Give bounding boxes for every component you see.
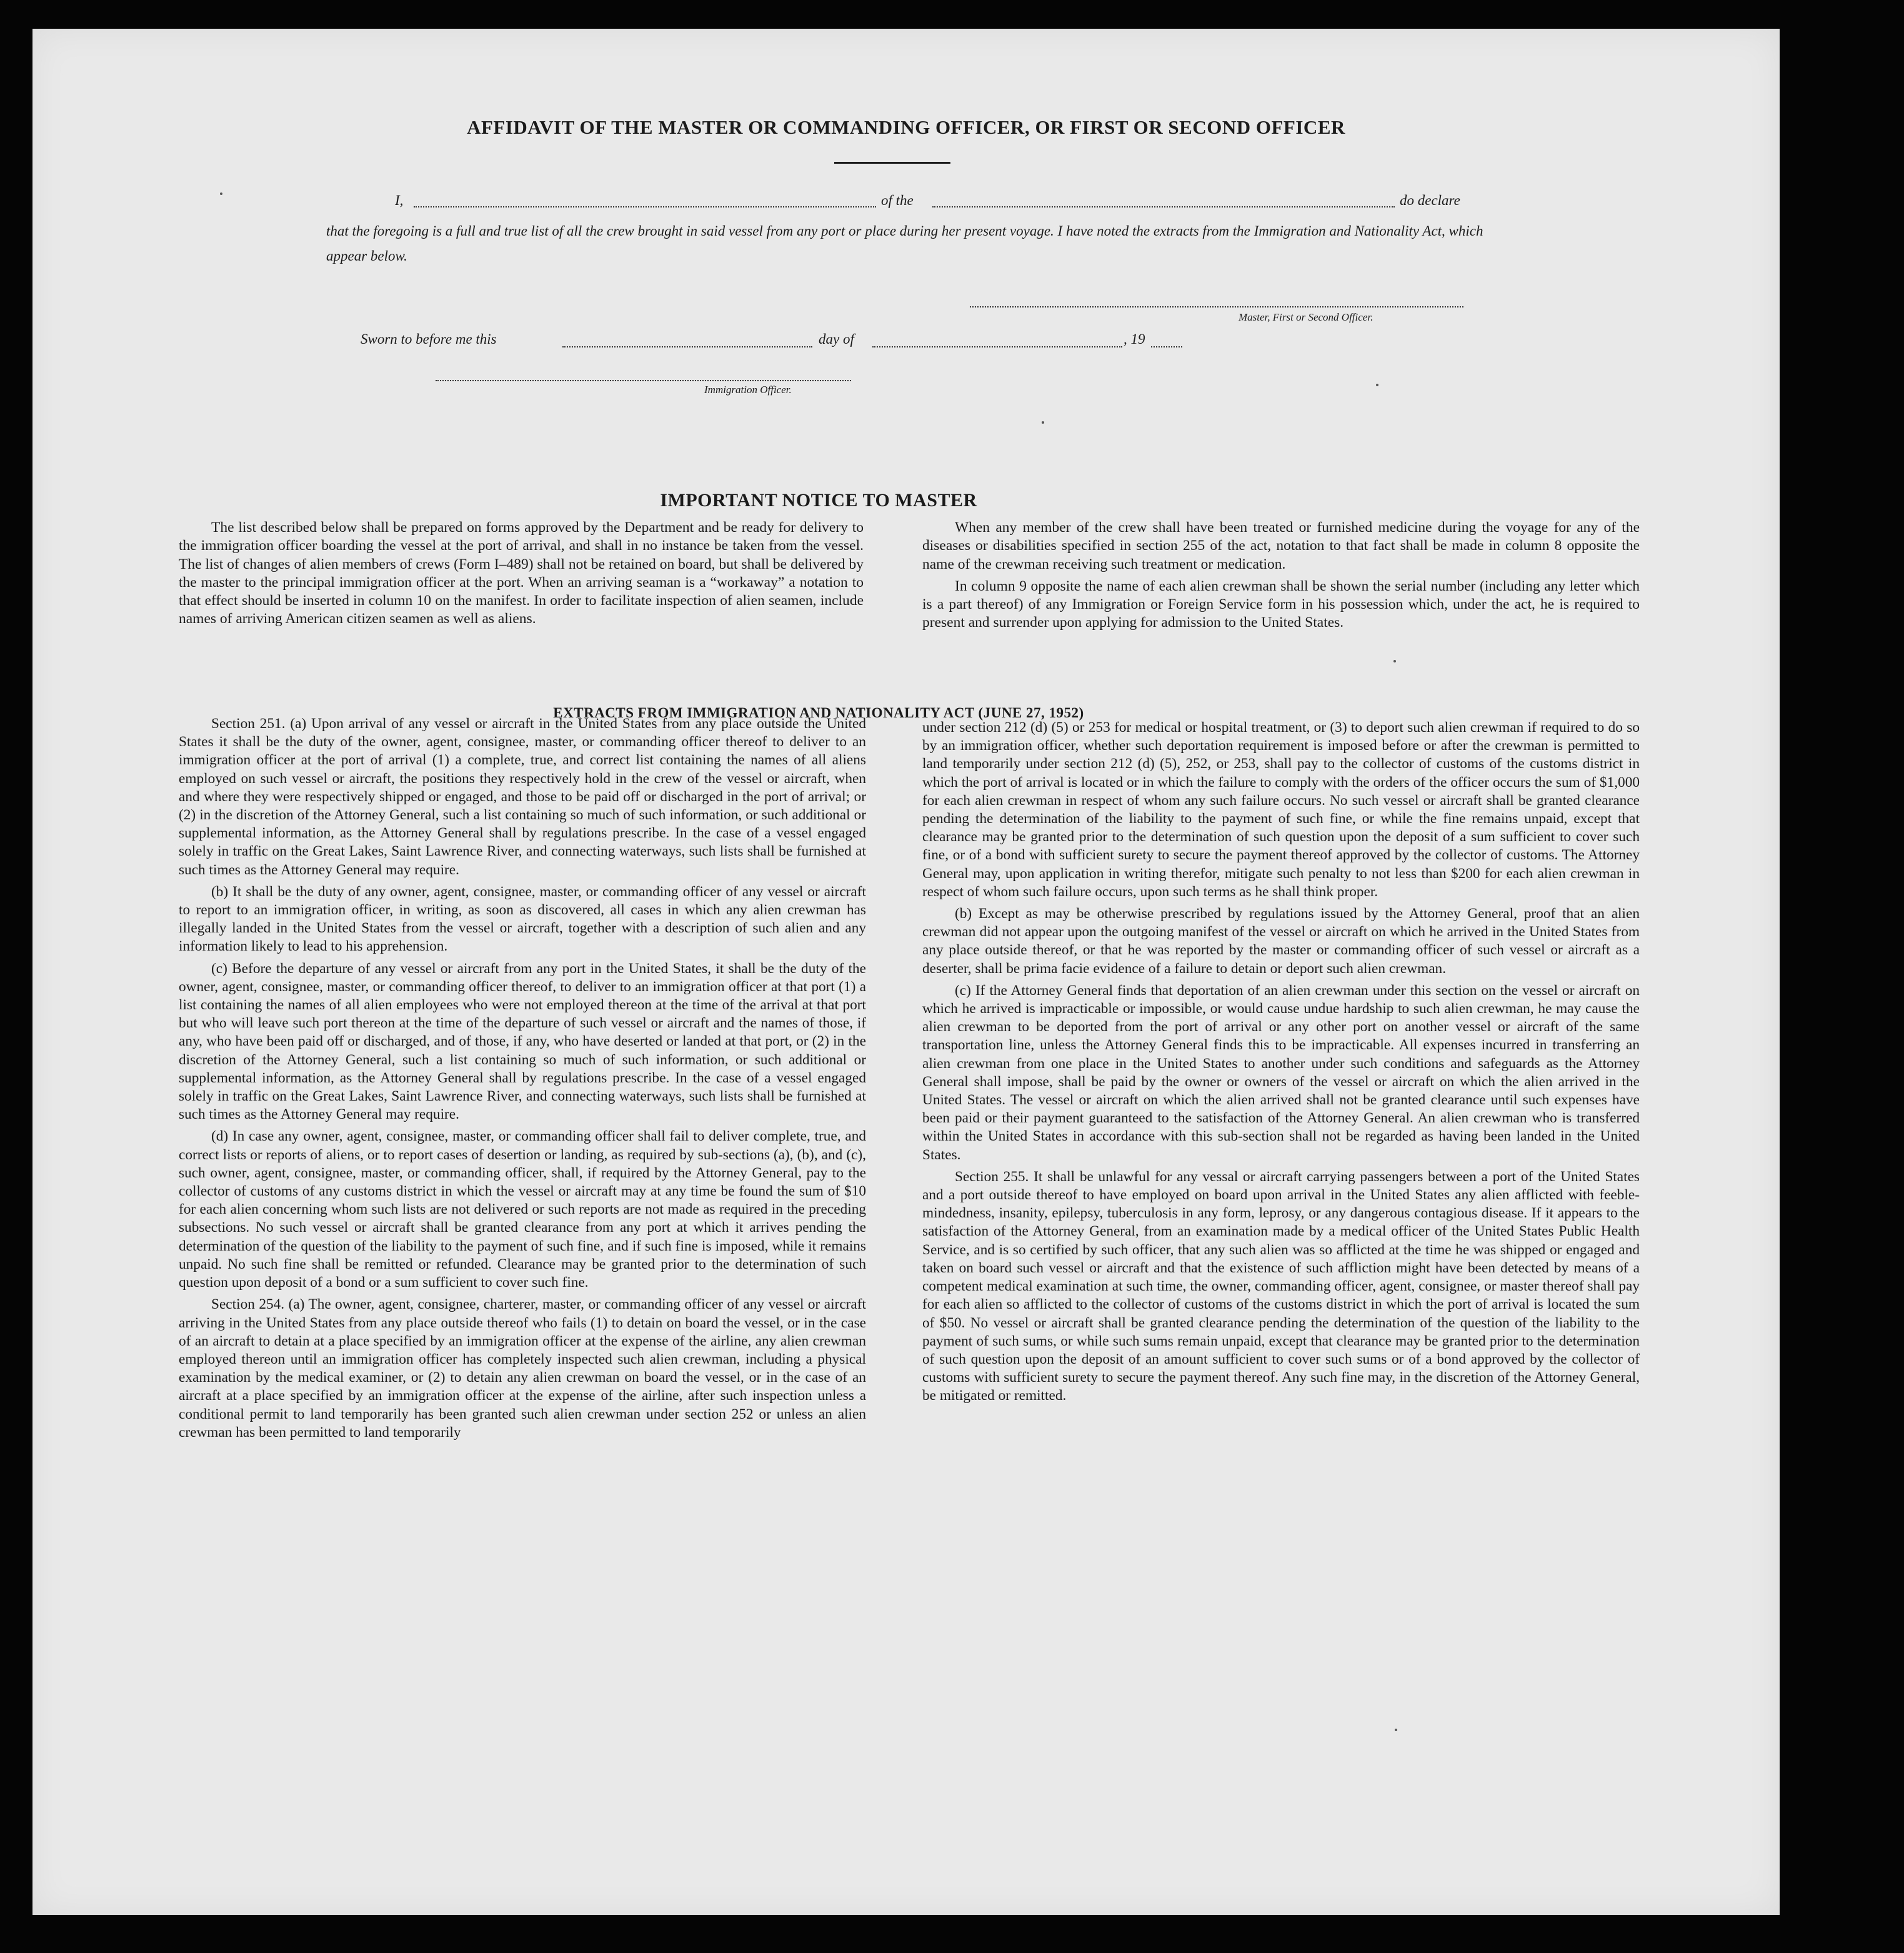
scan-speck [1376, 384, 1378, 386]
sworn-label: Sworn to before me this [361, 331, 497, 347]
section-251d: (d) In case any owner, agent, consignee, master, or commanding officer shall fail to deliver complete, true, and correct lists or reports of aliens, or to report cases of desertion or landing, as required by sub-sections (a), (b), and (c), such owner, agent, consignee, master, or commanding officer, shall, if required by the Attorney General, pay to the collector of customs of any customs district in which the vessel or aircraft may at any time be found the sum of $10 for each alien concerning whom such lists are not delivered or such reports are not made as required in the preceding subsections. No such vessel or aircraft shall be granted clearance from any port at which it arrives pending the determination of the question of the liability to the payment of such fine, and if such fine is imposed, while it remains unpaid. No such fine shall be remitted or refunded. Clearance may be granted prior to the determination of such question upon deposit of a bond or a sum sufficient to cover such fine. [179, 1128, 866, 1291]
master-caption: Master, First or Second Officer. [1239, 311, 1373, 323]
section-254a-continued: under section 212 (d) (5) or 253 for medical or hospital treatment, or (3) to deport such alien crewman if required to do so by an immigration officer, whether such deportation requirement is imposed before or after the crewman is permitted to land temporarily under section 212 (d) (5), 252, or 253, shall pay to the collector of customs of the customs district in which the port of arrival is located or in which the failure to comply with the orders of the officer occurs the sum of $1,000 for each alien crewman in respect of whom any such failure occurs. No such vessel or aircraft shall be granted clearance pending the determination of the liability to the payment of such fine, or while the fine remains unpaid, except that clearance may be granted prior to the determination of such question upon the deposit of a sum sufficient to cover such fine, or of a bond with sufficient surety to secure the payment thereof approved by the collector of customs. The Attorney General may, upon application in writing therefor, mitigate such penalty to not less than $200 for each alien crewman in respect of whom such failure occurs, upon such terms as he shall think proper. [922, 719, 1640, 900]
scan-speck [1395, 1729, 1397, 1731]
extracts-title: EXTRACTS FROM IMMIGRATION AND NATIONALITY ACT (JUNE 27, 1952) [553, 705, 1084, 721]
immigration-officer-signature-line[interactable] [436, 380, 851, 381]
declaration-text: that the foregoing is a full and true list of all the crew brought in said vessel from any port or place during her present voyage. I have noted the extracts from the Immigration and Nationality Act, which appear below. [326, 223, 1483, 264]
notice-right-paragraph-1: When any member of the crew shall have been treated or furnished medicine during the voyage for any of the diseases or disabilities specified in section 255 of the act, notation to that fact shall be made in column 8 opposite the name of the crewman receiving such treatment or medication. [922, 519, 1640, 572]
notice-right-column [922, 519, 1640, 636]
year-blank[interactable] [1151, 346, 1182, 347]
scan-speck [1393, 660, 1396, 662]
sworn-month-blank[interactable] [872, 346, 1122, 347]
master-signature-line[interactable] [970, 306, 1463, 307]
section-251b: (b) It shall be the duty of any owner, agent, consignee, master, or commanding officer of any vessel or aircraft to report to an immigration officer, in writing, as soon as discovered, all cases in which any alien crewman has illegally landed in the United States from the vessel or aircraft, together with a description of such alien and any information likely to lead to his apprehension. [179, 883, 866, 955]
extracts-left-column [179, 715, 866, 1446]
affidavit-title: AFFIDAVIT OF THE MASTER OR COMMANDING OFFICER, OR FIRST OR SECOND OFFICER [467, 116, 1345, 138]
sworn-day-blank[interactable] [562, 346, 812, 347]
section-254b: (b) Except as may be otherwise prescribed by regulations issued by the Attorney General, proof that an alien crewman did not appear upon the outgoing manifest of the vessel or aircraft on which he arrived in the United States from any place outside thereof, or that he was reported by the master or commanding officer of such vessel or aircraft as a deserter, shall be prima facie evidence of a failure to detain or deport such alien crewman. [922, 906, 1640, 977]
scan-speck [220, 192, 222, 195]
scan-speck [1042, 421, 1044, 424]
notice-left-column [179, 519, 864, 632]
section-254a: Section 254. (a) The owner, agent, consignee, charterer, master, or commanding officer of any vessel or aircraft arriving in the United States from any place outside thereof who fails (1) to detain on board the vessel, or in the case of an aircraft to detain at a place specified by an immigration officer at the expense of the airline, any alien crewman employed thereon until an immigration officer has completely inspected such alien crewman, including a physical examination by the medical examiner, or (2) to detain any alien crewman on board the vessel, or in the case of an aircraft at a place specified by an immigration officer at the expense of the airline, after such inspection unless a conditional permit to land temporarily has been granted such alien crewman under section 252 or unless an alien crewman has been permitted to land temporarily [179, 1296, 866, 1441]
section-254c: (c) If the Attorney General finds that deportation of an alien crewman under this section on the vessel or aircraft on which he arrived is impracticable or impossible, or would cause undue hardship to such alien crewman, he may cause the alien crewman to be deported from the port of arrival or any other port on another vessel or aircraft of the same transportation line, unless the Attorney General finds this to be impracticable. All expenses incurred in transferring an alien crewman from one place in the United States to another under such conditions and safeguards as the Attorney General shall impose, shall be paid by the owner or owners of the vessel or aircraft on which the alien arrived in the United States. The vessel or aircraft on which the alien arrived shall not be granted clearance until such expenses have been paid or their payment guaranteed to the satisfaction of the Attorney General. An alien crewman who is transferred within the United States in accordance with this sub-section shall not be regarded as having been landed in the United States. [922, 982, 1640, 1163]
day-of-label: day of [819, 331, 854, 347]
vessel-blank[interactable] [932, 206, 1395, 207]
name-blank[interactable] [414, 206, 876, 207]
of-the-label: of the [881, 192, 914, 208]
i-label: I, [395, 192, 404, 208]
year-label: , 19 [1124, 331, 1145, 347]
title-rule [834, 162, 950, 164]
extracts-right-column [922, 719, 1640, 1409]
immigration-officer-caption: Immigration Officer. [704, 384, 792, 396]
notice-right-paragraph-2: In column 9 opposite the name of each alien crewman shall be shown the serial number (including any letter which is a part thereof) of any Immigration or Foreign Service form in his possession which, under the act, he is required to present and surrender upon applying for admission to the United States. [922, 577, 1640, 631]
declaration-line [326, 192, 1490, 217]
do-declare-label: do declare [1400, 192, 1460, 208]
section-251a: Section 251. (a) Upon arrival of any vessel or aircraft in the United States from any place outside the United States it shall be the duty of the owner, agent, consignee, master, or commanding officer thereof to deliver to an immigration officer at the port of arrival (1) a complete, true, and correct list containing the names of all aliens employed on such vessel or aircraft, the positions they respectively hold in the crew of the vessel or aircraft, when and where they were respectively shipped or engaged, and those to be paid off or discharged in the port of arrival; or (2) in the discretion of the Attorney General, such a list containing so much of such information, or such additional or supplemental information, as the Attorney General shall by regulations prescribe. In the case of a vessel engaged solely in traffic on the Great Lakes, Saint Lawrence River, and connecting waterways, such lists shall be furnished at such times as the Attorney General may require. [179, 716, 866, 878]
document-page [32, 29, 1780, 1915]
notice-left-paragraph: The list described below shall be prepared on forms approved by the Department and be ready for delivery to the immigration officer boarding the vessel at the port of arrival, and shall in no instance be taken from the vessel. The list of changes of alien members of crews (Form I–489) shall not be retained on board, but shall be delivered by the master to the principal immigration officer at the port. When an arriving seaman is a “workaway” a notation to that effect should be inserted in column 10 on the manifest. In order to facilitate inspection of alien seamen, include names of arriving American citizen seamen as well as aliens. [179, 519, 864, 627]
notice-title: IMPORTANT NOTICE TO MASTER [660, 490, 977, 511]
section-251c: (c) Before the departure of any vessel or aircraft from any port in the United States, it shall be the duty of the owner, agent, consignee, master, or commanding officer thereof, to deliver to an immigration officer at that port (1) a list containing the names of all alien employees who were not employed thereon at the time of the arrival at that port but who will leave such port thereon at the time of the departure of such vessel or aircraft and the names of those, if any, who have been paid off or discharged, and of those, if any, who have deserted or landed at that port, or (2) in the discretion of the Attorney General, such a list containing so much of such information, or such additional or supplemental information, as the Attorney General shall by regulations prescribe. In the case of a vessel engaged solely in traffic on the Great Lakes, Saint Lawrence River, and connecting waterways, such lists shall be furnished at such times as the Attorney General may require. [179, 960, 866, 1123]
section-255: Section 255. It shall be unlawful for any vessal or aircraft carrying passengers between a port of the United States and a port outside thereof to have employed on board upon arrival in the United States any alien afflicted with feeble-mindedness, insanity, epilepsy, tuberculosis in any form, leprosy, or any dangerous contagious disease. If it appears to the satisfaction of the Attorney General, from an examination made by a medical officer of the United States Public Health Service, and is so certified by such officer, that any such alien was so afflicted at the time he was shipped or engaged and taken on board such vessel or aircraft and that the existence of such affliction might have been detected by means of a competent medical examination at such time, the owner, commanding officer, agent, consignee, or master thereof shall pay for each alien so afflicted to the collector of customs of the customs district in which the port of arrival is located the sum of $50. No vessel or aircraft shall be granted clearance pending the determination of the question of the liability to the payment of such sums, or while such sums remain unpaid, except that clearance may be granted prior to the determination of such question upon the deposit of an amount sufficient to cover such sums or of a bond approved by the collector of customs with sufficient surety to secure the payment thereof. Any such fine may, in the discretion of the Attorney General, be mitigated or remitted. [922, 1168, 1640, 1404]
